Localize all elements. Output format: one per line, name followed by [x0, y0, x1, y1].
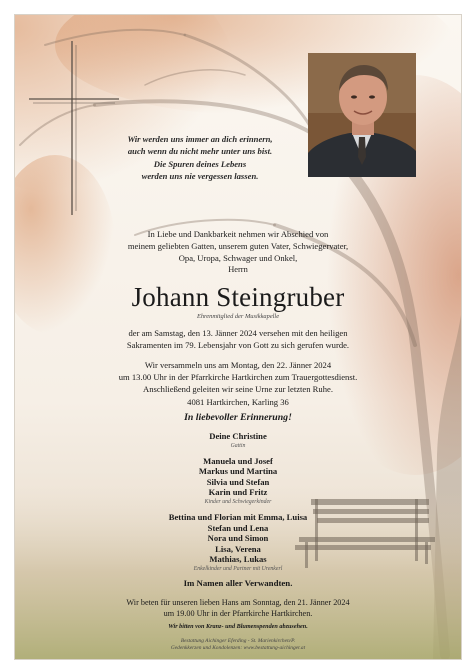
- prayer-line: Wir beten für unseren lieben Hans am Sonntag, den 21. Jänner 2024: [126, 598, 350, 607]
- service-line: um 13.00 Uhr in der Pfarrkirche Hartkirchen zum Trauergottesdienst.: [118, 372, 358, 382]
- verse-line: auch wenn du nicht mehr unter uns bist.: [127, 146, 273, 157]
- grandchild-entry: Lisa, Verena: [215, 543, 261, 554]
- prayer-line: um 19.00 Uhr in der Pfarrkirche Hartkirchen.: [163, 609, 313, 618]
- service-details: [15, 359, 461, 395]
- prayer-notice: [15, 597, 461, 619]
- memorial-verse: [55, 133, 345, 182]
- obituary-frame: [14, 14, 462, 660]
- wreath-note: Wir bitten von Kranz- und Blumenspenden abzusehen.: [168, 623, 308, 630]
- service-line: Wir versammeln uns am Montag, den 22. Jänner 2024: [144, 360, 332, 370]
- grandchild-entry: Mathias, Lukas: [209, 554, 267, 565]
- grandchild-entry: Stefan und Lena: [207, 522, 269, 533]
- death-notice: [15, 327, 461, 351]
- verse-line: Wir werden uns immer an dich erinnern,: [127, 134, 273, 144]
- intro-line: Opa, Uropa, Schwager und Onkel,: [178, 253, 298, 263]
- remembrance-heading: In liebevoller Erinnerung!: [184, 412, 292, 423]
- service-line: Anschließend geleiten wir seine Urne zur letzten Ruhe.: [143, 384, 333, 394]
- spouse-name: Deine Christine: [209, 431, 267, 441]
- funeral-home-footer: [15, 638, 461, 652]
- salutation: Herrn: [228, 265, 248, 274]
- on-behalf-line: Im Namen aller Verwandten.: [183, 578, 293, 588]
- child-entry: Karin und Fritz: [208, 487, 268, 498]
- child-entry: Markus und Martina: [198, 466, 278, 477]
- deceased-name: Johann Steingruber: [131, 282, 345, 312]
- grandchild-entry: Bettina und Florian mit Emma, Luisa: [168, 511, 308, 522]
- farewell-intro: [15, 228, 461, 264]
- child-entry: Silvia und Stefan: [206, 476, 270, 487]
- death-line: der am Samstag, den 13. Jänner 2024 versehen mit den heiligen: [128, 328, 348, 338]
- verse-line: werden uns nie vergessen lassen.: [141, 170, 259, 181]
- grandchild-entry: Nora und Simon: [207, 533, 269, 544]
- child-entry: Manuela und Josef: [203, 455, 273, 466]
- children-role: Kinder und Schwiegerkinder: [204, 498, 272, 505]
- grandchildren-role: Enkelkinder und Partner mit Urenkerl: [193, 565, 283, 572]
- death-line: Sakramenten im 79. Lebensjahr von Gott zu sich gerufen wurde.: [126, 340, 350, 350]
- family-address: 4081 Hartkirchen, Karling 36: [187, 397, 289, 407]
- intro-line: meinem geliebten Gatten, unserem guten Vater, Schwiegervater,: [127, 241, 349, 251]
- verse-line: Die Spuren deines Lebens: [153, 158, 247, 169]
- mourners-list: [15, 431, 461, 573]
- intro-line: In Liebe und Dankbarkeit nehmen wir Abschied von: [147, 229, 329, 239]
- honorary-title: Ehrenmitglied der Musikkapelle: [196, 313, 280, 320]
- footer-line: Gedenkkerzen und Kondolenzen: www.bestattung-aichinger.at: [170, 645, 306, 651]
- spouse-role: Gattin: [230, 442, 246, 449]
- footer-line: Bestattung Aichinger Eferding - St. Marienkirchen/P.: [180, 638, 296, 644]
